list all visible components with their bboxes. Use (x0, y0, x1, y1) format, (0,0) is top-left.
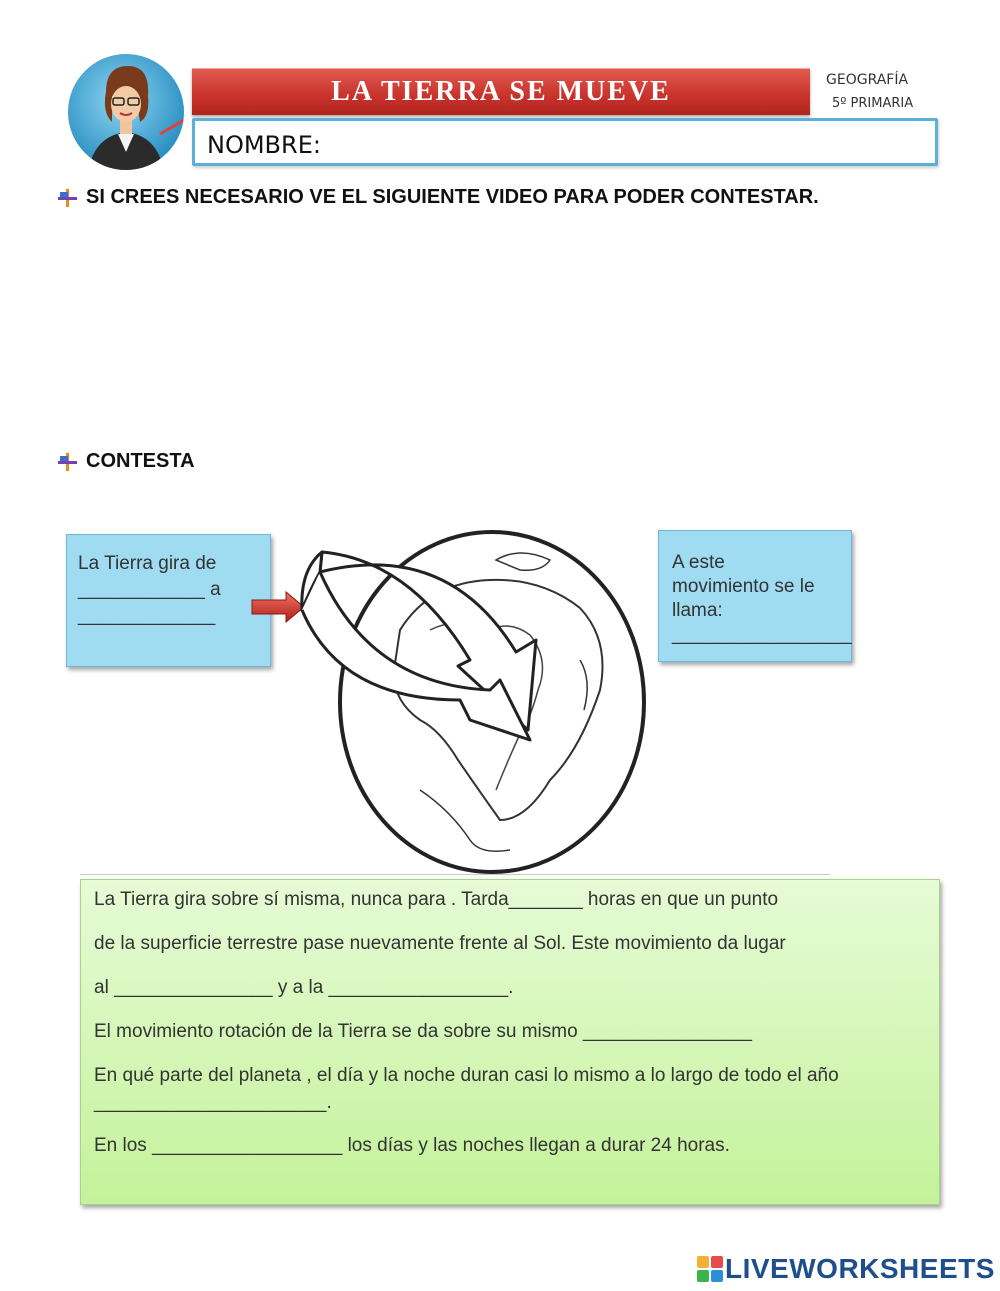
page-title: LA TIERRA SE MUEVE (331, 76, 671, 107)
logo-text: LIVEWORKSHEETS (725, 1253, 995, 1284)
teacher-avatar (66, 52, 186, 172)
question-line[interactable]: El movimiento rotación de la Tierra se da sobre su mismo ________________ (94, 1021, 752, 1042)
questions-box (80, 879, 940, 1205)
question-line[interactable]: al _______________ y a la _________________. (94, 977, 514, 998)
movement-name-box (658, 530, 852, 662)
subject-label (826, 68, 913, 116)
name-field[interactable] (192, 118, 938, 166)
name-label: NOMBRE: (207, 131, 321, 159)
rotation-direction-blank2[interactable]: _____________ (78, 605, 216, 626)
subject-name: GEOGRAFÍA (826, 72, 909, 88)
movement-name-blank[interactable]: _________________ (672, 624, 852, 645)
rotation-direction-box (66, 534, 271, 667)
globe-rotation-illustration (280, 520, 660, 880)
liveworksheets-logo (697, 1253, 995, 1285)
title-banner (192, 68, 810, 115)
movement-name-line2: movimiento se le (672, 576, 815, 597)
question-line[interactable]: En los __________________ los días y las noches llegan a durar 24 horas. (94, 1135, 730, 1156)
rotation-direction-blank1[interactable]: ____________ a (78, 579, 221, 600)
question-line: de la superficie terrestre pase nuevamente frente al Sol. Este movimiento da lugar (94, 933, 786, 954)
divider (80, 874, 830, 875)
logo-mark-icon (697, 1256, 723, 1282)
answer-heading-text: CONTESTA (86, 450, 195, 472)
grade-label: 5º PRIMARIA (832, 96, 914, 111)
movement-name-line3: llama: (672, 600, 723, 621)
movement-name-line1: A este (672, 552, 725, 573)
answer-heading (56, 450, 195, 473)
bullet-icon (56, 451, 78, 473)
rotation-direction-line1: La Tierra gira de (78, 553, 217, 574)
question-line[interactable]: La Tierra gira sobre sí misma, nunca para . Tarda_______ horas en que un punto (94, 889, 779, 910)
question-line[interactable]: En qué parte del planeta , el día y la noche duran casi lo mismo a lo largo de todo el año ______________________. (94, 1065, 839, 1113)
video-instruction (56, 186, 819, 209)
bullet-icon (56, 187, 78, 209)
video-instruction-text: SI CREES NECESARIO VE EL SIGUIENTE VIDEO PARA PODER CONTESTAR. (86, 186, 819, 208)
